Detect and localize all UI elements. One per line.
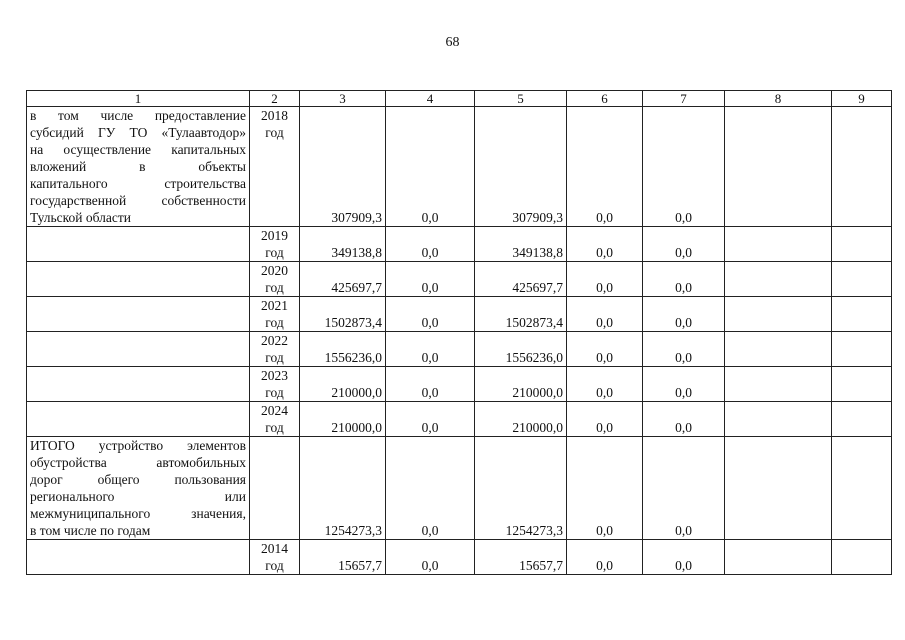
value-cell-c4: 0,0: [386, 437, 475, 540]
value-cell-c8: [725, 540, 832, 575]
column-header: 9: [832, 91, 892, 107]
value-cell-c7: 0,0: [643, 437, 725, 540]
value-cell-c7: 0,0: [643, 262, 725, 297]
table-row: [27, 227, 892, 262]
value-cell-c7: 0,0: [643, 332, 725, 367]
column-header: 1: [27, 91, 250, 107]
value-cell-c3: 1502873,4: [300, 297, 386, 332]
row-year: [250, 437, 300, 540]
value-cell-c9: [832, 540, 892, 575]
table-row: [27, 367, 892, 402]
value-cell-c5: 425697,7: [475, 262, 567, 297]
column-header: 4: [386, 91, 475, 107]
table-row: [27, 107, 892, 227]
year-value: 2020: [261, 263, 288, 278]
description-line: обустройства автомобильных: [30, 455, 246, 470]
column-header: 5: [475, 91, 567, 107]
value-cell-c8: [725, 332, 832, 367]
description-line: вложений в объекты: [30, 159, 246, 174]
year-value: 2018: [261, 108, 288, 123]
value-cell-c3: 349138,8: [300, 227, 386, 262]
value-cell-c8: [725, 402, 832, 437]
value-cell-c6: 0,0: [567, 227, 643, 262]
year-unit: год: [265, 350, 284, 365]
description-line: в том числе предоставление: [30, 108, 246, 123]
value-cell-c3: 1556236,0: [300, 332, 386, 367]
value-cell-c4: 0,0: [386, 297, 475, 332]
value-cell-c9: [832, 107, 892, 227]
value-cell-c6: 0,0: [567, 297, 643, 332]
value-cell-c7: 0,0: [643, 540, 725, 575]
row-description: [27, 262, 250, 297]
value-cell-c8: [725, 437, 832, 540]
value-cell-c6: 0,0: [567, 107, 643, 227]
value-cell-c4: 0,0: [386, 540, 475, 575]
value-cell-c8: [725, 367, 832, 402]
value-cell-c8: [725, 262, 832, 297]
page-number: 68: [445, 35, 460, 50]
year-value: 2021: [261, 298, 288, 313]
value-cell-c8: [725, 297, 832, 332]
column-header: 8: [725, 91, 832, 107]
row-year: [250, 227, 300, 262]
value-cell-c6: 0,0: [567, 367, 643, 402]
value-cell-c7: 0,0: [643, 107, 725, 227]
description-line: капитального строительства: [30, 176, 246, 191]
year-unit: год: [265, 315, 284, 330]
description-line: межмуниципального значения,: [30, 506, 246, 521]
table-row: [27, 297, 892, 332]
value-cell-c3: 210000,0: [300, 367, 386, 402]
row-year: [250, 367, 300, 402]
value-cell-c3: 210000,0: [300, 402, 386, 437]
year-unit: год: [265, 245, 284, 260]
value-cell-c3: 307909,3: [300, 107, 386, 227]
year-unit: год: [265, 420, 284, 435]
row-year: [250, 262, 300, 297]
value-cell-c5: 307909,3: [475, 107, 567, 227]
value-cell-c4: 0,0: [386, 262, 475, 297]
year-value: 2024: [261, 403, 288, 418]
row-description: [27, 402, 250, 437]
value-cell-c4: 0,0: [386, 332, 475, 367]
value-cell-c5: 349138,8: [475, 227, 567, 262]
value-cell-c8: [725, 107, 832, 227]
value-cell-c5: 15657,7: [475, 540, 567, 575]
value-cell-c6: 0,0: [567, 402, 643, 437]
value-cell-c4: 0,0: [386, 367, 475, 402]
row-year: [250, 540, 300, 575]
table-row: [27, 540, 892, 575]
table-row: [27, 262, 892, 297]
column-header: 2: [250, 91, 300, 107]
value-cell-c7: 0,0: [643, 402, 725, 437]
value-cell-c6: 0,0: [567, 262, 643, 297]
column-number-row: [27, 91, 892, 107]
value-cell-c4: 0,0: [386, 227, 475, 262]
column-header: 3: [300, 91, 386, 107]
value-cell-c5: 1556236,0: [475, 332, 567, 367]
value-cell-c4: 0,0: [386, 107, 475, 227]
year-value: 2014: [261, 541, 288, 556]
value-cell-c3: 1254273,3: [300, 437, 386, 540]
year-unit: год: [265, 558, 284, 573]
year-unit: год: [265, 125, 284, 140]
column-header: 6: [567, 91, 643, 107]
value-cell-c5: 1254273,3: [475, 437, 567, 540]
value-cell-c8: [725, 227, 832, 262]
description-line: государственной собственности: [30, 193, 246, 208]
value-cell-c7: 0,0: [643, 367, 725, 402]
row-description: [27, 437, 250, 540]
value-cell-c6: 0,0: [567, 540, 643, 575]
value-cell-c7: 0,0: [643, 227, 725, 262]
value-cell-c9: [832, 297, 892, 332]
value-cell-c5: 210000,0: [475, 402, 567, 437]
value-cell-c9: [832, 332, 892, 367]
year-value: 2023: [261, 368, 288, 383]
row-year: [250, 332, 300, 367]
value-cell-c9: [832, 262, 892, 297]
value-cell-c3: 15657,7: [300, 540, 386, 575]
row-description: [27, 297, 250, 332]
table-row: [27, 332, 892, 367]
column-header: 7: [643, 91, 725, 107]
value-cell-c9: [832, 227, 892, 262]
description-line: в том числе по годам: [30, 523, 151, 538]
value-cell-c3: 425697,7: [300, 262, 386, 297]
value-cell-c7: 0,0: [643, 297, 725, 332]
table-row: [27, 402, 892, 437]
description-line: дорог общего пользования: [30, 472, 246, 487]
row-description: [27, 540, 250, 575]
table-row: [27, 437, 892, 540]
value-cell-c9: [832, 367, 892, 402]
value-cell-c6: 0,0: [567, 332, 643, 367]
value-cell-c9: [832, 402, 892, 437]
row-description: [27, 367, 250, 402]
description-line: Тульской области: [30, 210, 131, 225]
year-value: 2022: [261, 333, 288, 348]
value-cell-c6: 0,0: [567, 437, 643, 540]
value-cell-c4: 0,0: [386, 402, 475, 437]
row-description: [27, 227, 250, 262]
value-cell-c5: 210000,0: [475, 367, 567, 402]
year-value: 2019: [261, 228, 288, 243]
row-year: [250, 107, 300, 227]
value-cell-c5: 1502873,4: [475, 297, 567, 332]
year-unit: год: [265, 385, 284, 400]
description-line: на осуществление капитальных: [30, 142, 246, 157]
description-line: субсидий ГУ ТО «Тулаавтодор»: [30, 125, 246, 140]
description-line: ИТОГО устройство элементов: [30, 438, 246, 453]
row-description: [27, 107, 250, 227]
description-line: регионального или: [30, 489, 246, 504]
value-cell-c9: [832, 437, 892, 540]
row-year: [250, 402, 300, 437]
year-unit: год: [265, 280, 284, 295]
budget-table: [26, 90, 892, 575]
row-description: [27, 332, 250, 367]
row-year: [250, 297, 300, 332]
